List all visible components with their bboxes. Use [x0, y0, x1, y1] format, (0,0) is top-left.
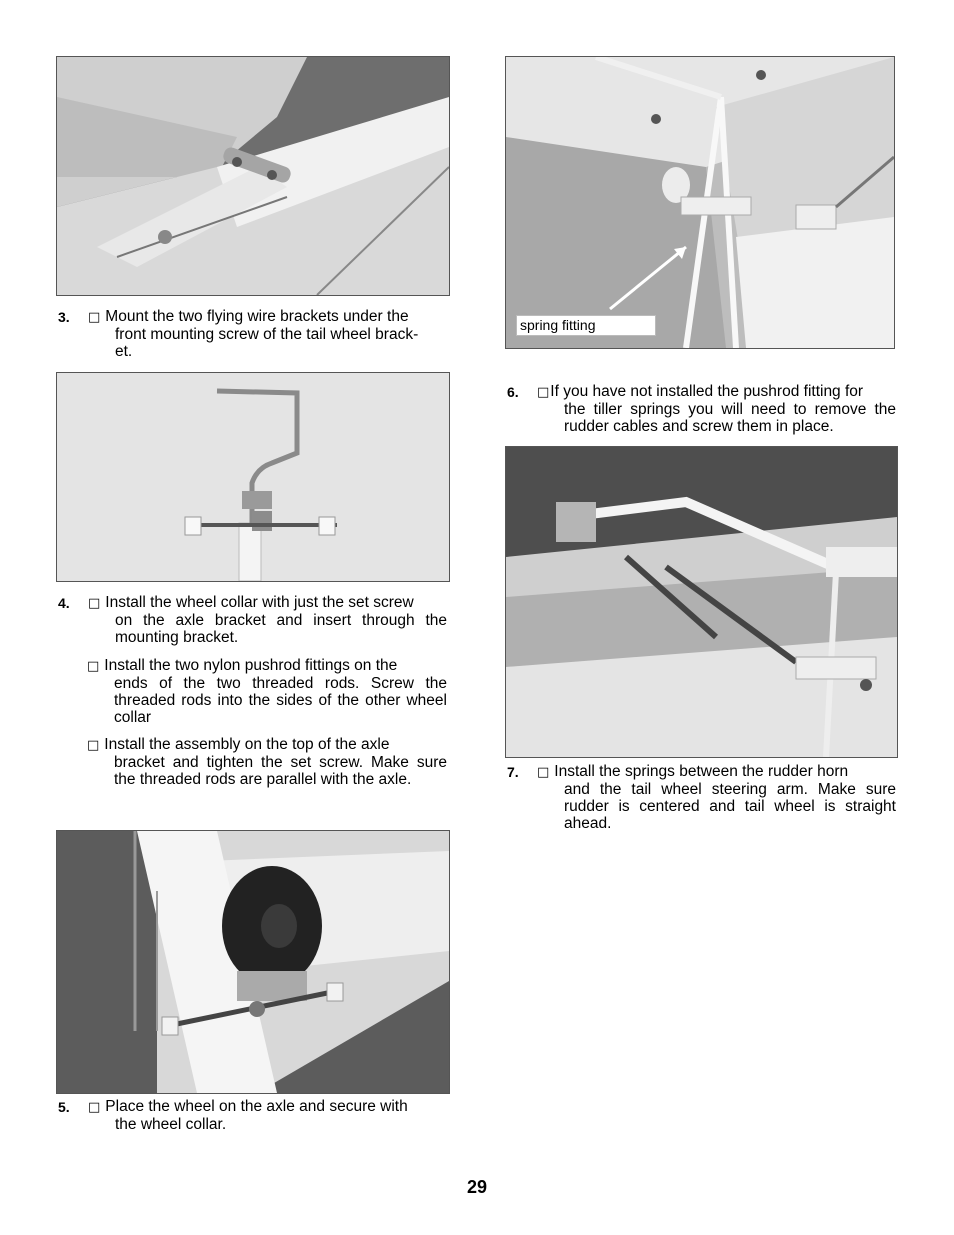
step-text-continued: the tiller springs you will need to remove the rudder cables and screw them in place.	[564, 401, 896, 435]
step-text: Mount the two flying wire brackets under the	[105, 308, 409, 325]
step-4	[58, 594, 447, 646]
page-number: 29	[466, 1177, 488, 1197]
step-number: 6.	[507, 384, 519, 400]
checkbox-icon[interactable]: □	[87, 738, 100, 753]
checkbox-icon[interactable]: □	[537, 765, 550, 780]
spring-fitting-label: spring fitting	[516, 315, 656, 336]
step-number: 5.	[58, 1099, 70, 1115]
step-text: Install the wheel collar with just the set screw	[105, 594, 414, 611]
checkbox-icon[interactable]: □	[537, 385, 550, 400]
step-4-substep-3	[87, 736, 447, 788]
step-text: If you have not installed the pushrod fitting for	[550, 383, 864, 400]
step-4-substep-2	[87, 657, 447, 726]
step-text: Install the two nylon pushrod fittings on the	[104, 657, 398, 674]
step-number: 3.	[58, 309, 70, 325]
step-text: Place the wheel on the axle and secure with	[105, 1098, 408, 1115]
step-text-continued: front mounting screw of the tail wheel brack- et.	[115, 326, 419, 360]
step-number: 7.	[507, 764, 519, 780]
step-6	[507, 383, 896, 435]
step-number: 4.	[58, 595, 70, 611]
step-text: Install the assembly on the top of the axle	[104, 736, 390, 753]
photo-flying-wire-brackets	[56, 56, 450, 296]
step-text-continued: bracket and tighten the set screw. Make sure the threaded rods are parallel with the axle.	[114, 754, 447, 788]
step-text-continued: ends of the two threaded rods. Screw the threaded rods into the sides of the other wheel collar	[114, 675, 447, 726]
step-3	[58, 308, 447, 360]
checkbox-icon[interactable]: □	[88, 310, 101, 325]
checkbox-icon[interactable]: □	[87, 659, 100, 674]
step-5	[58, 1098, 447, 1133]
photo-wheel-collar-assembly	[56, 372, 450, 582]
step-7	[507, 763, 896, 832]
photo-spring-fitting	[505, 56, 895, 349]
step-text-continued: the wheel collar.	[115, 1116, 227, 1133]
photo-wheel-on-axle	[56, 830, 450, 1094]
step-text-continued: on the axle bracket and insert through the mounting bracket.	[115, 612, 447, 646]
step-text: Install the springs between the rudder horn	[554, 763, 849, 780]
step-text-continued: and the tail wheel steering arm. Make sure rudder is centered and tail wheel is straight ahead.	[564, 781, 896, 832]
checkbox-icon[interactable]: □	[88, 1100, 101, 1115]
photo-springs-installed	[505, 446, 898, 758]
checkbox-icon[interactable]: □	[88, 596, 101, 611]
